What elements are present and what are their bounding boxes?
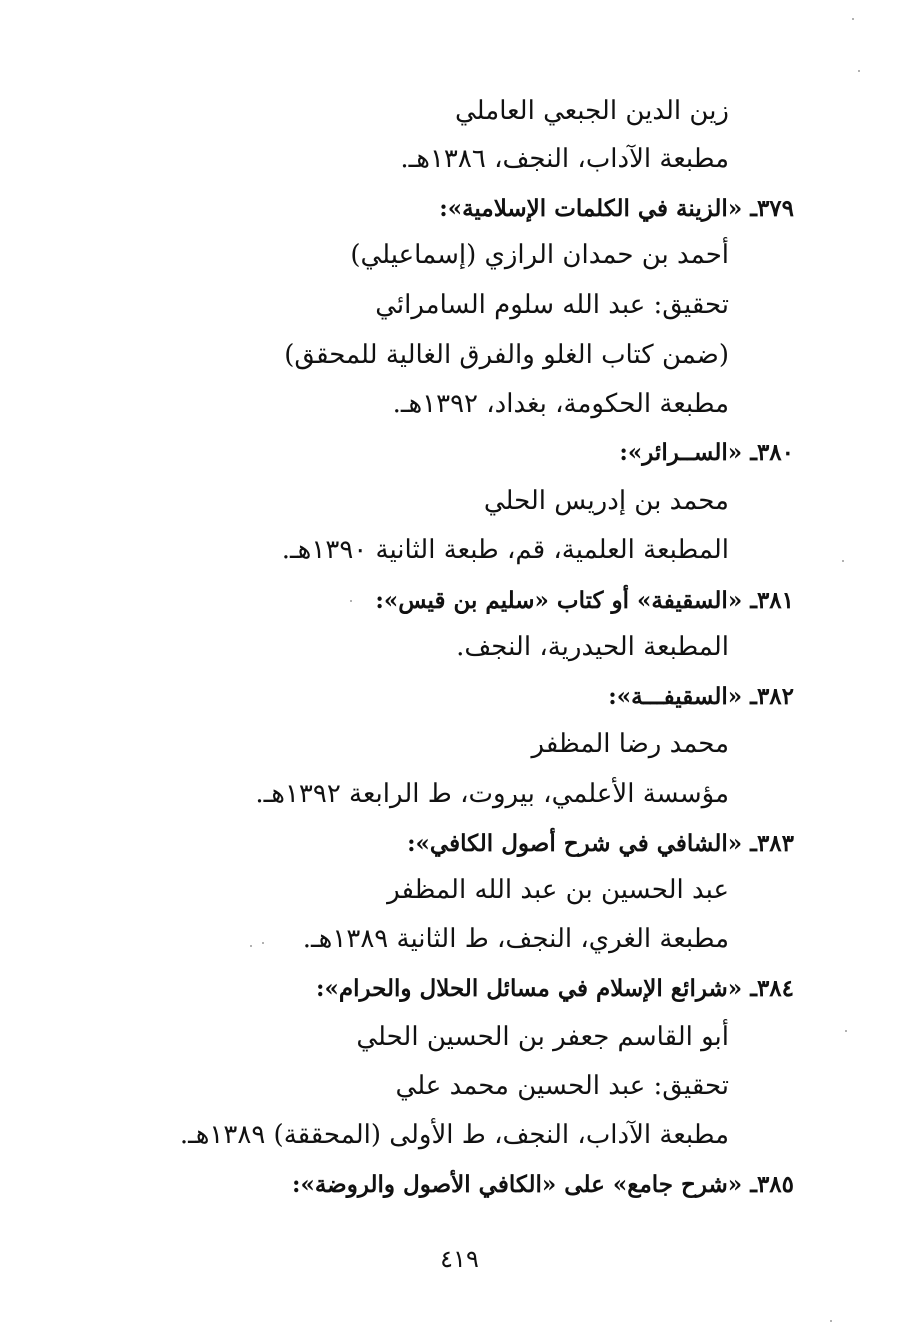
publication-line: مطبعة الحكومة، بغداد، ١٣٩٢هـ. bbox=[392, 389, 729, 419]
scan-speck bbox=[250, 945, 252, 947]
publication-line: المطبعة الحيدرية، النجف. bbox=[456, 632, 729, 662]
author-line: زين الدين الجبعي العاملي bbox=[454, 96, 729, 126]
author-line: أحمد بن حمدان الرازي (إسماعيلي) bbox=[350, 240, 729, 270]
editor-line: تحقيق: عبد الحسين محمد علي bbox=[395, 1071, 729, 1101]
scan-speck bbox=[845, 1030, 847, 1032]
entry-heading-380: ٣٨٠ـ «الســرائر»: bbox=[619, 439, 794, 466]
scan-speck bbox=[852, 18, 854, 20]
publication-line: المطبعة العلمية، قم، طبعة الثانية ١٣٩٠هـ. bbox=[281, 535, 729, 565]
publication-line: مطبعة الآداب، النجف، ١٣٨٦هـ. bbox=[400, 144, 729, 174]
publication-line: مؤسسة الأعلمي، بيروت، ط الرابعة ١٣٩٢هـ. bbox=[255, 779, 729, 809]
scan-speck bbox=[350, 600, 352, 602]
author-line: محمد بن إدريس الحلي bbox=[483, 486, 729, 516]
scan-speck bbox=[858, 70, 860, 72]
scan-speck bbox=[842, 560, 844, 562]
author-line: محمد رضا المظفر bbox=[531, 729, 729, 759]
entry-heading-382: ٣٨٢ـ «السقيفـــة»: bbox=[608, 683, 794, 710]
entry-heading-379: ٣٧٩ـ «الزينة في الكلمات الإسلامية»: bbox=[439, 195, 794, 222]
entry-heading-381: ٣٨١ـ «السقيفة» أو كتاب «سليم بن قيس»: bbox=[375, 587, 794, 614]
entry-heading-385: ٣٨٥ـ «شرح جامع» على «الكافي الأصول والروضة»: bbox=[291, 1171, 794, 1198]
scan-speck bbox=[830, 1320, 832, 1322]
publication-line: مطبعة الآداب، النجف، ط الأولى (المحققة) ١٣٨٩هـ. bbox=[179, 1120, 729, 1150]
entry-heading-383: ٣٨٣ـ «الشافي في شرح أصول الكافي»: bbox=[407, 830, 794, 857]
author-line: أبو القاسم جعفر بن الحسين الحلي bbox=[356, 1022, 729, 1052]
author-line: عبد الحسين بن عبد الله المظفر bbox=[387, 875, 729, 905]
editor-line: تحقيق: عبد الله سلوم السامرائي bbox=[375, 290, 729, 320]
note-line: (ضمن كتاب الغلو والفرق الغالية للمحقق) bbox=[284, 340, 729, 370]
page-number: ٤١٩ bbox=[440, 1245, 479, 1273]
entry-heading-384: ٣٨٤ـ «شرائع الإسلام في مسائل الحلال والحرام»: bbox=[315, 975, 794, 1002]
publication-line: مطبعة الغري، النجف، ط الثانية ١٣٨٩هـ. bbox=[302, 924, 729, 954]
scan-speck bbox=[262, 942, 264, 944]
